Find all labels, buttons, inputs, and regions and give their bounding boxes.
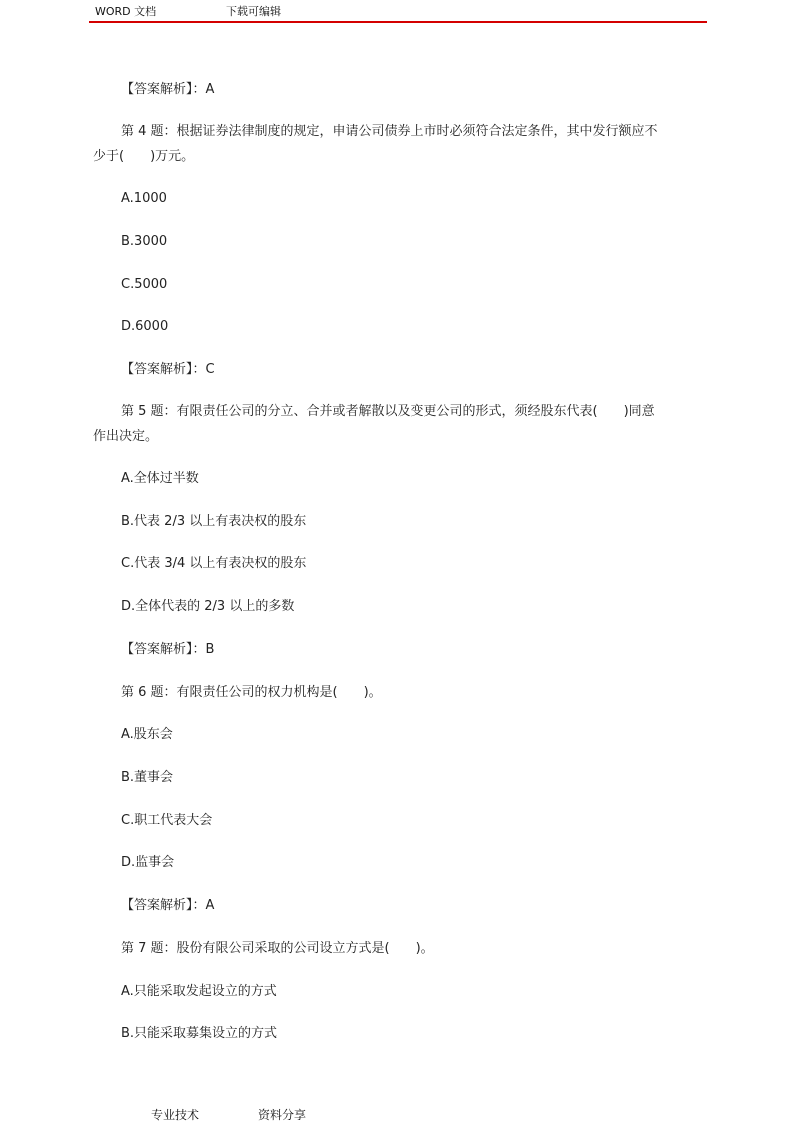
question-4-line-1: 第 4 题：根据证券法律制度的规定，申请公司债券上市时必须符合法定条件，其中发行额应不	[121, 124, 658, 139]
question-5-option-b: B.代表 2/3 以上有表决权的股东	[121, 514, 307, 529]
question-7-option-a: A.只能采取发起设立的方式	[121, 984, 277, 999]
question-7-option-b: B.只能采取募集设立的方式	[121, 1026, 278, 1041]
question-6-option-c: C.职工代表大会	[121, 813, 213, 828]
answer-explanation-q5: 【答案解析】：B	[121, 642, 215, 657]
page-header	[89, 0, 707, 23]
question-5-option-a: A.全体过半数	[121, 471, 199, 486]
answer-explanation-q6: 【答案解析】：A	[121, 898, 215, 913]
header-left-label: WORD 文档	[95, 5, 157, 18]
answer-explanation-q4: 【答案解析】：C	[121, 362, 215, 377]
question-4-option-a: A.1000	[121, 191, 167, 206]
question-5-line-1: 第 5 题：有限责任公司的分立、合并或者解散以及变更公司的形式，须经股东代表( )同意	[121, 404, 655, 419]
question-4-option-c: C.5000	[121, 277, 168, 292]
question-6-option-a: A.股东会	[121, 727, 173, 742]
question-4-option-b: B.3000	[121, 234, 168, 249]
question-5-option-c: C.代表 3/4 以上有表决权的股东	[121, 556, 307, 571]
question-7: 第 7 题：股份有限公司采取的公司设立方式是( )。	[121, 941, 434, 956]
answer-explanation-q3: 【答案解析】：A	[121, 82, 215, 97]
footer-left-label: 专业技术	[151, 1108, 200, 1122]
question-6-option-d: D.监事会	[121, 855, 175, 870]
question-5-option-d: D.全体代表的 2/3 以上的多数	[121, 599, 295, 614]
header-mid-label: 下载可编辑	[226, 5, 281, 18]
question-4-option-d: D.6000	[121, 319, 169, 334]
footer-right-label: 资料分享	[258, 1108, 307, 1122]
question-6: 第 6 题：有限责任公司的权力机构是( )。	[121, 685, 382, 700]
question-6-option-b: B.董事会	[121, 770, 174, 785]
question-4-line-2: 少于( )万元。	[93, 149, 195, 164]
question-5-line-2: 作出决定。	[93, 429, 159, 444]
